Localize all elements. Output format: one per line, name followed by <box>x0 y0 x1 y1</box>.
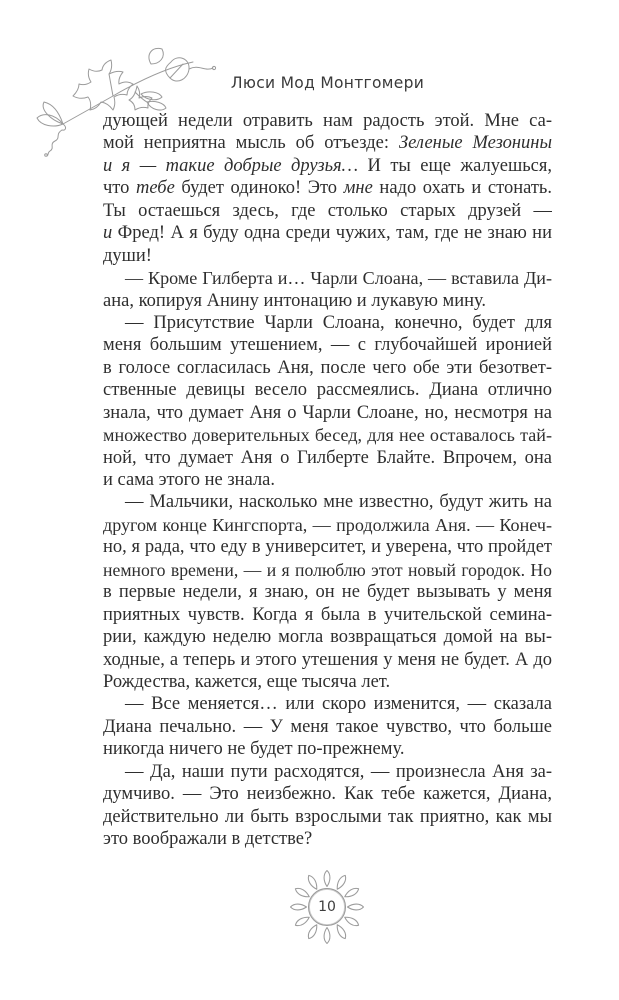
text-line <box>103 559 552 581</box>
text-line <box>103 155 552 177</box>
text-segment: ана, копируя Анину интонацию и лукавую мину. <box>103 290 487 311</box>
text-segment: в первые недели, я знаю, он не будет вызывать у меня <box>103 582 552 603</box>
text-segment: Фред! А я буду одна среди чужих, там, где не знаю ни <box>112 223 552 244</box>
text-segment: немного времени, — и я полюблю этот новый городок. Но <box>103 559 552 580</box>
text-line <box>103 132 552 154</box>
sun-ornament <box>281 861 373 953</box>
text-line <box>103 245 552 267</box>
text-line <box>103 469 552 491</box>
text-segment: дующей недели отравить нам радость этой. Мне са- <box>103 111 552 131</box>
text-line <box>103 447 552 469</box>
text-segment: в голосе согласилась Аня, после чего обе эти безответ- <box>103 357 552 378</box>
text-segment: Ты остаешься здесь, где столько старых друзей — <box>103 200 552 221</box>
text-segment: — Присутствие Чарли Слоана, конечно, будет для <box>125 312 552 333</box>
italic-text-segment: Зеленые Мезонины <box>399 133 552 154</box>
text-line <box>103 649 552 671</box>
text-line <box>103 671 552 693</box>
text-line <box>103 110 552 132</box>
text-segment: рии, каждую неделю могла возвращаться домой на вы- <box>103 627 552 648</box>
text-segment: будет одиноко! Это <box>174 178 344 199</box>
italic-text-segment: тебе <box>135 178 175 199</box>
text-segment: — Да, наши пути расходятся, — произнесла Аня за- <box>125 761 552 782</box>
text-line <box>103 200 552 222</box>
text-segment: это воображали в детстве? <box>103 829 313 849</box>
body-text <box>103 110 552 850</box>
text-line <box>103 424 552 446</box>
italic-text-segment: и <box>103 223 113 244</box>
text-segment: — Кроме Гилберта и… Чарли Слоана, — вставила Ди- <box>125 268 552 289</box>
text-segment: меня большим утешением, — с глубочайшей иронией <box>103 335 552 356</box>
text-segment: но, я рада, что еду в университет, и уверена, что пройдет <box>103 537 552 558</box>
text-line <box>103 783 552 805</box>
text-line <box>103 312 552 334</box>
italic-text-segment: и я — такие добрые друзья… <box>103 155 359 176</box>
text-segment: множество доверительных бесед, для нее оставалось тай- <box>103 425 552 446</box>
text-segment: — Мальчики, насколько мне известно, будут жить на <box>125 492 552 513</box>
text-line <box>103 177 552 199</box>
text-line <box>103 693 552 715</box>
text-segment: знала, что думает Аня о Чарли Слоане, но, несмотря на <box>103 402 552 423</box>
text-segment: ственные девицы весело рассмеялись. Диана отлично <box>103 380 552 401</box>
text-line <box>103 806 552 828</box>
text-line <box>103 626 552 648</box>
text-line <box>103 514 552 536</box>
text-segment: действительно ли быть взрослыми так приятно, как мы <box>103 806 552 827</box>
running-header-author: Люси Мод Монтгомери <box>230 73 425 93</box>
text-segment: что <box>103 178 136 199</box>
text-segment: души! <box>103 245 152 266</box>
text-line <box>103 761 552 783</box>
text-segment: и сама этого не знала. <box>103 470 276 490</box>
text-segment: ной, что думает Аня о Гилберте Блайте. Впрочем, она <box>103 447 552 468</box>
text-line <box>103 402 552 424</box>
text-segment: приятных чувств. Когда я была в учительской семина- <box>103 604 552 625</box>
text-segment: И ты еще жалуешься, <box>358 155 552 176</box>
text-line <box>103 379 552 401</box>
text-line <box>103 267 552 289</box>
text-line <box>103 716 552 738</box>
text-segment: надо охать и стонать. <box>372 178 552 199</box>
text-segment: Рождества, кажется, еще тысяча лет. <box>103 671 391 692</box>
text-segment: никогда ничего не будет по-прежнему. <box>103 739 405 760</box>
text-segment: Диана печально. — У меня такое чувство, что больше <box>103 716 552 737</box>
text-segment: другом конце Кингспорта, — продолжила Аня. — Конеч- <box>103 514 552 535</box>
text-line <box>103 581 552 603</box>
text-line <box>103 828 552 850</box>
text-segment: — Все меняется… или скоро изменится, — сказала <box>125 694 552 715</box>
text-line <box>103 290 552 312</box>
italic-text-segment: мне <box>343 178 373 199</box>
text-line <box>103 334 552 356</box>
text-line <box>103 604 552 626</box>
page-number: 10 <box>318 899 336 915</box>
text-line <box>103 491 552 513</box>
text-segment: думчиво. — Это неизбежно. Как тебе кажется, Диана, <box>103 784 552 805</box>
text-line <box>103 536 552 558</box>
text-line <box>103 738 552 760</box>
text-line <box>103 357 552 379</box>
text-segment: ходные, а теперь и этого утешения у меня не будет. А до <box>103 649 552 670</box>
text-segment: мой неприятна мысль об отъезде: <box>103 133 399 154</box>
text-line <box>103 222 552 244</box>
